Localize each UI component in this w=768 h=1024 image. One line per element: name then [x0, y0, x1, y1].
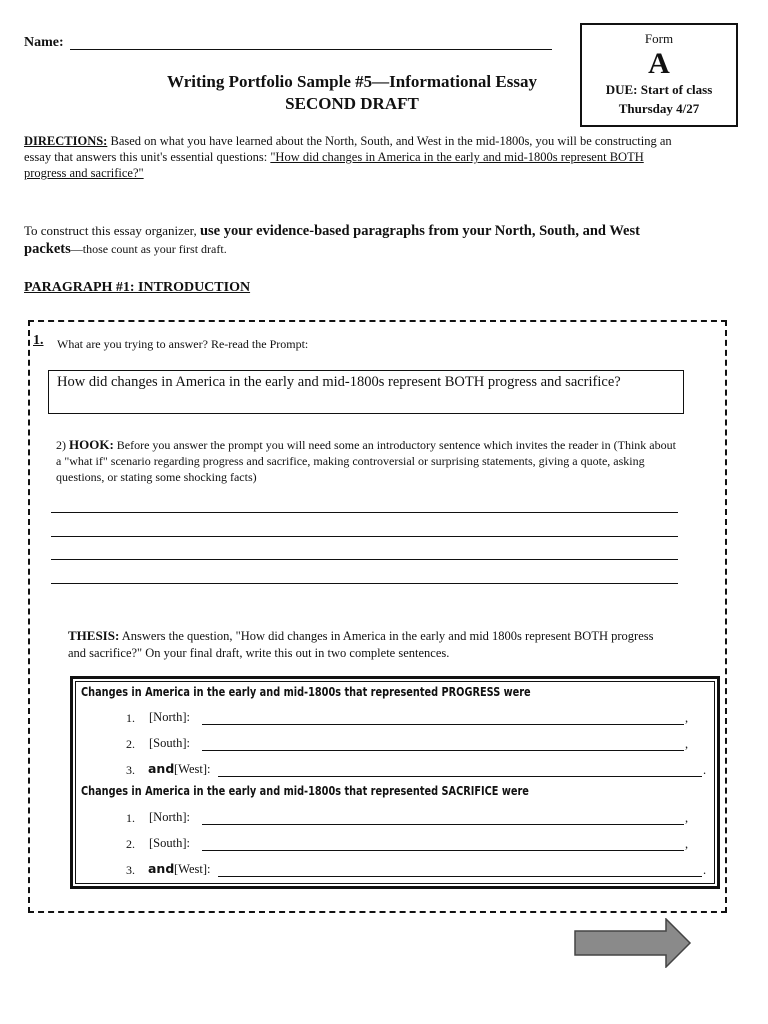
and-word: and: [148, 861, 175, 876]
sacrifice-south-line[interactable]: [202, 850, 684, 851]
progress-south-line[interactable]: [202, 750, 684, 751]
name-label: Name:: [24, 35, 64, 50]
progress-south-label: [South]:: [149, 736, 190, 750]
form-word: Form: [644, 31, 674, 46]
directions: [24, 133, 684, 181]
sacrifice-west-label: [West]:: [174, 862, 211, 876]
hook-answer-line[interactable]: [51, 536, 678, 537]
progress-heading: Changes in America in the early and mid-1800s that represented PROGRESS were: [81, 684, 531, 699]
sacrifice-heading: Changes in America in the early and mid-1800s that represented SACRIFICE were: [81, 783, 529, 798]
construct-suffix: —those count as your first draft.: [70, 242, 227, 256]
due-line-1: DUE: Start of class: [605, 82, 713, 97]
progress-item-number: 3.: [126, 763, 135, 777]
thesis-label: THESIS:: [68, 628, 120, 643]
progress-west-line[interactable]: [218, 776, 702, 777]
line-end-punct: .: [703, 763, 707, 777]
construct-instructions: [24, 222, 684, 258]
progress-north-line[interactable]: [202, 724, 684, 725]
progress-north-label: [North]:: [149, 710, 190, 724]
sacrifice-north-label: [North]:: [149, 810, 190, 824]
hook-answer-line[interactable]: [51, 559, 678, 560]
sacrifice-item-number: 3.: [126, 863, 135, 877]
and-word: and: [148, 761, 175, 776]
question-1-text: What are you trying to answer? Re-read the Prompt:: [57, 337, 309, 351]
essential-question: "How did changes in America in the early and mid-1800s represent BOTH progress and sacrifice?": [24, 150, 644, 180]
directions-label: DIRECTIONS:: [24, 134, 108, 148]
form-box: [580, 23, 738, 127]
hook-instructions: [56, 437, 684, 485]
page-title: Writing Portfolio Sample #5—Informational Essay: [167, 72, 537, 91]
line-end-punct: ,: [685, 737, 689, 751]
construct-prefix: To construct this essay organizer,: [24, 223, 200, 238]
hook-answer-line[interactable]: [51, 583, 678, 584]
hook-label: HOOK:: [69, 437, 114, 452]
hook-number: 2): [56, 438, 69, 452]
line-end-punct: ,: [685, 837, 689, 851]
sacrifice-north-line[interactable]: [202, 824, 684, 825]
page-subtitle: SECOND DRAFT: [285, 94, 419, 113]
question-1-number: 1.: [33, 333, 44, 348]
sacrifice-item-number: 1.: [126, 811, 135, 825]
sacrifice-item-number: 2.: [126, 837, 135, 851]
sacrifice-west-line[interactable]: [218, 876, 702, 877]
name-field[interactable]: [70, 49, 552, 50]
construct-bold: use your evidence-based paragraphs from your North, South, and West packets: [24, 223, 640, 257]
form-letter: A: [648, 47, 670, 80]
sacrifice-south-label: [South]:: [149, 836, 190, 850]
paragraph-heading: PARAGRAPH #1: INTRODUCTION: [24, 280, 251, 295]
progress-item-number: 1.: [126, 711, 135, 725]
progress-item-number: 2.: [126, 737, 135, 751]
hook-text: Before you answer the prompt you will need some an introductory sentence which invites the reader in (Think about a "what if" scenario regarding progress and sacrifice, making controversial or surprising statements, giving a quote, asking questions, or stating some shocking facts): [56, 438, 676, 484]
line-end-punct: ,: [685, 811, 689, 825]
thesis-text: Answers the question, "How did changes in America in the early and mid 1800s represent BOTH progress and sacrifice?" On your final draft, write this out in two complete sentences.: [68, 629, 654, 660]
line-end-punct: ,: [685, 711, 689, 725]
thesis-instructions: [68, 627, 668, 662]
progress-west-label: [West]:: [174, 762, 211, 776]
line-end-punct: .: [703, 863, 707, 877]
due-line-2: Thursday 4/27: [618, 101, 700, 116]
directions-text: Based on what you have learned about the North, South, and West in the mid-1800s, you will be constructing an essay that answers this unit's essential questions:: [24, 134, 672, 164]
hook-answer-line[interactable]: [51, 512, 678, 513]
prompt-box: How did changes in America in the early and mid-1800s represent BOTH progress and sacrifice?: [48, 370, 684, 414]
right-arrow-icon[interactable]: [574, 918, 692, 973]
